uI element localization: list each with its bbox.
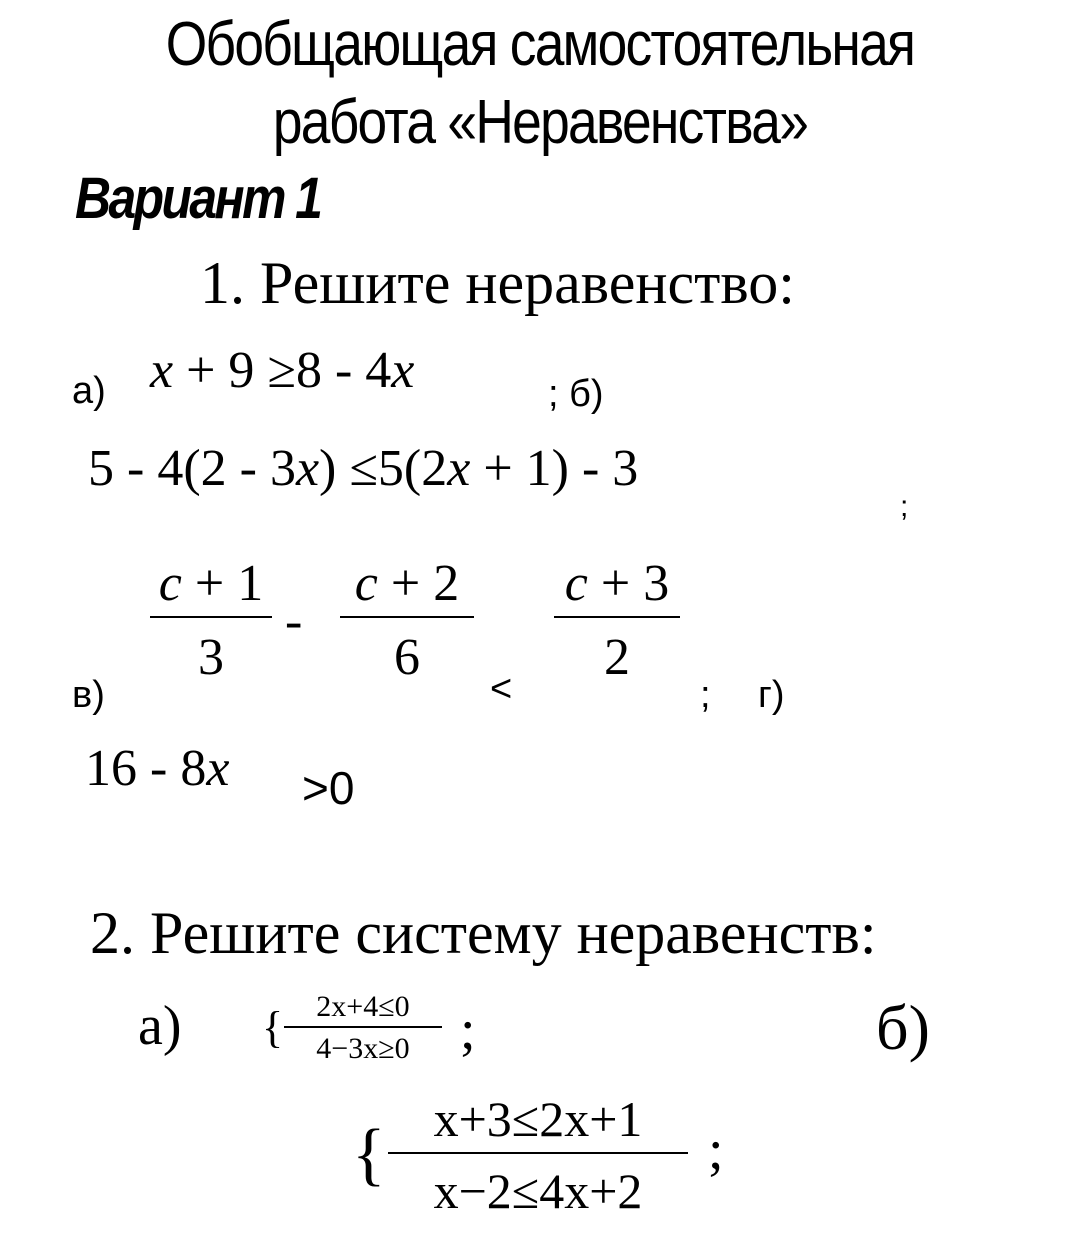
task-2a-inequality-top: 2x+4≤0 bbox=[316, 990, 410, 1023]
page-title-line-2: работа «Неравенства» bbox=[272, 88, 808, 157]
task-1v-label: в) bbox=[72, 674, 105, 716]
fraction-denominator: 6 bbox=[394, 629, 420, 686]
task-2a-inequality-bottom: 4−3x≥0 bbox=[316, 1032, 410, 1065]
page-title-line-1: Обобщающая самостоятельная bbox=[165, 10, 915, 79]
task-2a-system bbox=[284, 992, 442, 1064]
task-2b-label: б) bbox=[876, 992, 930, 1063]
task-2b-inequality-bottom: x−2≤4x+2 bbox=[433, 1163, 643, 1219]
task-1a-expression-middle: + 9 ≥8 - 4 bbox=[173, 342, 392, 399]
fraction-bar bbox=[150, 616, 272, 618]
task-2a-end-semicolon: ; bbox=[460, 999, 476, 1061]
fraction-numerator bbox=[554, 555, 680, 612]
var-x: x bbox=[206, 740, 230, 797]
task-1a-expression bbox=[150, 342, 415, 399]
task-2b-end-semicolon: ; bbox=[708, 1119, 724, 1181]
fraction-numerator-rest: + 2 bbox=[377, 555, 460, 612]
var-x: x bbox=[150, 342, 174, 399]
task-2b-system bbox=[388, 1091, 688, 1219]
var-c: c bbox=[158, 555, 182, 612]
task-2b-inequality-top: x+3≤2x+1 bbox=[433, 1091, 643, 1147]
task-1b-label: ; б) bbox=[548, 373, 604, 415]
variant-heading: Вариант 1 bbox=[75, 166, 321, 231]
task-1g-expression bbox=[85, 740, 230, 797]
fraction-numerator-rest: + 1 bbox=[181, 555, 264, 612]
task-1v-minus: - bbox=[285, 593, 303, 650]
fraction-numerator bbox=[150, 555, 272, 612]
task-1b-part-1: 5 - 4(2 - 3 bbox=[88, 440, 296, 497]
task-1g-end: >0 bbox=[302, 762, 355, 814]
fraction-bar bbox=[340, 616, 474, 618]
fraction-numerator-rest: + 3 bbox=[587, 555, 670, 612]
fraction-denominator: 3 bbox=[198, 629, 224, 686]
task-2-heading: 2. Решите систему неравенств: bbox=[90, 900, 877, 966]
fraction-denominator: 2 bbox=[604, 629, 630, 686]
task-2a-label: а) bbox=[138, 995, 182, 1057]
task-2b-brace: { bbox=[352, 1116, 386, 1193]
task-1v-less-than: < bbox=[490, 668, 513, 710]
task-1g-label: г) bbox=[758, 674, 785, 716]
var-x: x bbox=[391, 342, 415, 399]
task-1g-part-1: 16 - 8 bbox=[85, 740, 207, 797]
task-1v-separator: ; bbox=[700, 674, 711, 716]
task-1v-fraction-3 bbox=[554, 555, 680, 686]
var-x: x bbox=[295, 440, 320, 497]
task-2a-brace: { bbox=[262, 1003, 284, 1052]
task-1b-end-semicolon: ; bbox=[900, 490, 909, 523]
task-1v-fraction-1 bbox=[150, 555, 272, 686]
task-1a-label: а) bbox=[72, 370, 106, 412]
task-1b-part-2: ) ≤5(2 bbox=[319, 440, 448, 497]
fraction-bar bbox=[554, 616, 680, 618]
task-1b-part-3: + 1) - 3 bbox=[470, 440, 639, 497]
fraction-numerator bbox=[340, 555, 474, 612]
var-x: x bbox=[447, 440, 471, 497]
system-bar bbox=[388, 1152, 688, 1154]
task-1b-expression bbox=[88, 440, 639, 497]
system-bar bbox=[284, 1026, 442, 1028]
var-c: c bbox=[354, 555, 378, 612]
task-1v-fraction-2 bbox=[340, 555, 474, 686]
var-c: c bbox=[564, 555, 588, 612]
task-1-heading: 1. Решите неравенство: bbox=[200, 250, 795, 316]
